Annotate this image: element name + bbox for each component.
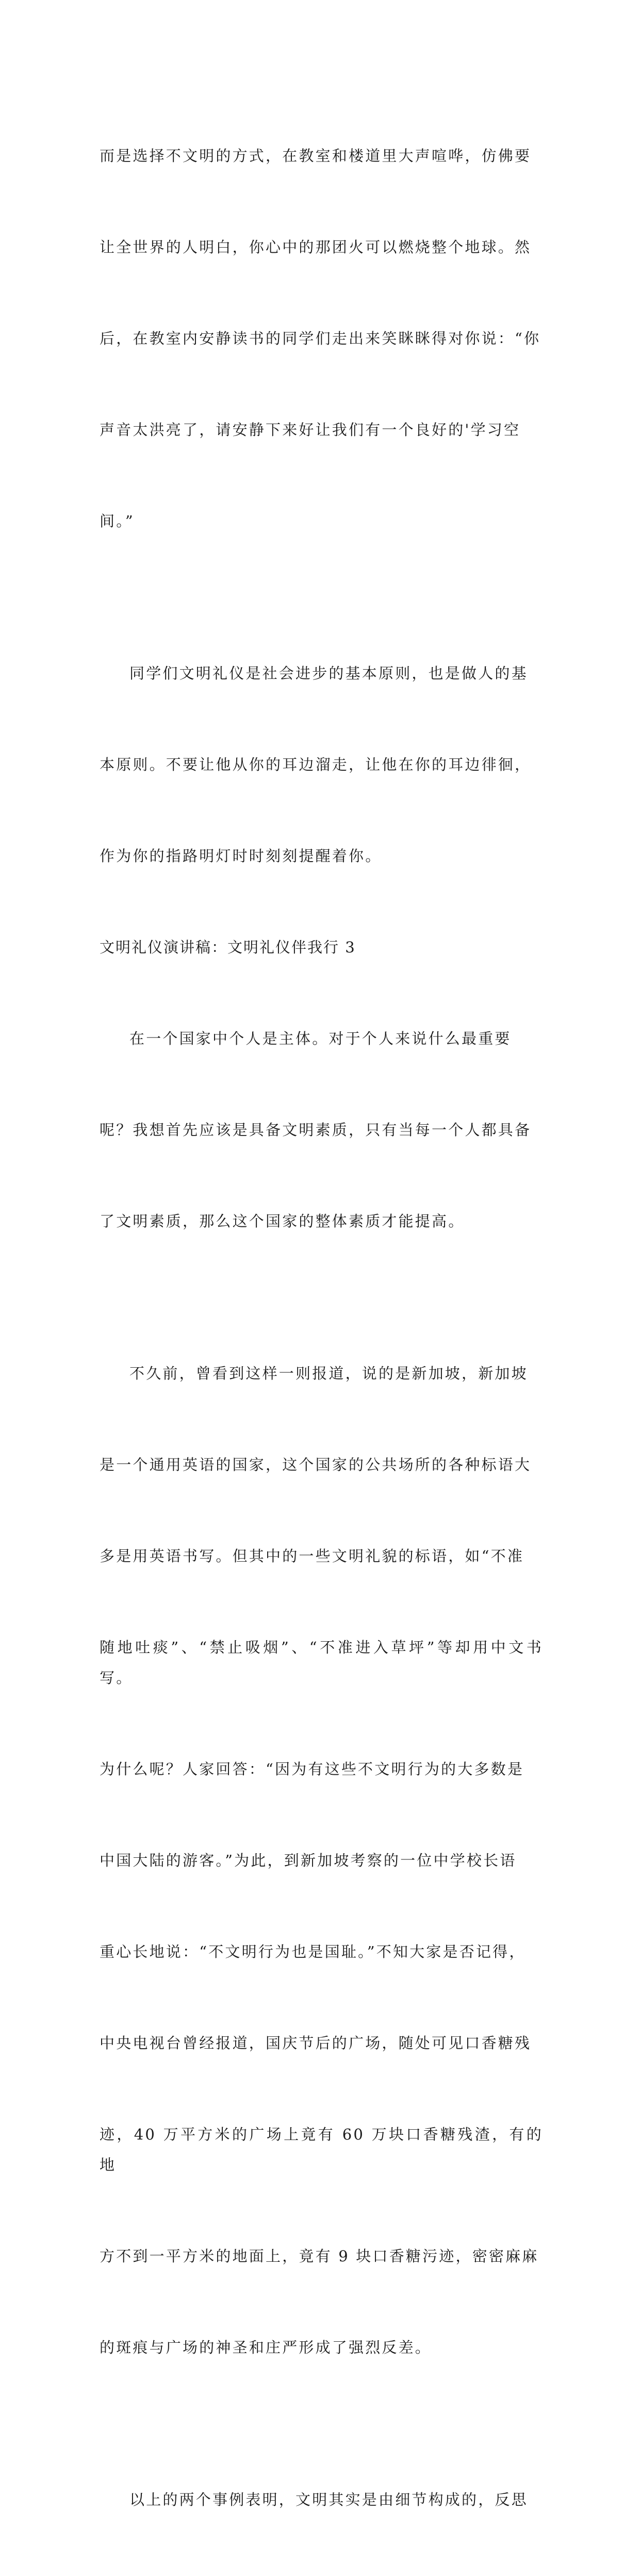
text-line: 同学们文明礼仪是社会进步的基本原则，也是做人的基 bbox=[129, 665, 528, 682]
document-body bbox=[100, 80, 543, 2576]
text-line: 后，在教室内安静读书的同学们走出来笑眯眯得对你说：“你 bbox=[100, 330, 541, 347]
text-line: 不久前，曾看到这样一则报道，说的是新加坡，新加坡 bbox=[129, 1365, 528, 1382]
section-heading: 文明礼仪演讲稿：文明礼仪伴我行 3 bbox=[100, 938, 356, 956]
text-line: 本原则。不要让他从你的耳边溜走，让他在你的耳边徘徊， bbox=[100, 756, 532, 773]
text-line: 多是用英语书写。但其中的一些文明礼貌的标语，如“不准 bbox=[100, 1547, 524, 1565]
text-line: 间。” bbox=[100, 512, 135, 530]
text-line: 的斑痕与广场的神圣和庄严形成了强烈反差。 bbox=[100, 2339, 432, 2356]
paragraph-p2 bbox=[100, 597, 543, 932]
paragraph-p1 bbox=[100, 80, 543, 597]
text-line: 是一个通用英语的国家，这个国家的公共场所的各种标语大 bbox=[100, 1456, 532, 1473]
text-line: 以上的两个事例表明，文明其实是由细节构成的，反思 bbox=[129, 2491, 528, 2508]
text-line: 重心长地说：“不文明行为也是国耻。”不知大家是否记得， bbox=[100, 1943, 526, 1961]
text-line: 迹，40 万平方米的广场上竟有 60 万块口香糖残渣，有的地 bbox=[100, 2126, 543, 2174]
text-line: 方不到一平方米的地面上，竟有 9 块口香糖污迹，密密麻麻 bbox=[100, 2247, 539, 2265]
text-line: 中央电视台曾经报道，国庆节后的广场，随处可见口香糖残 bbox=[100, 2034, 532, 2052]
paragraph-p4 bbox=[100, 1298, 543, 2424]
text-line: 呢？我想首先应该是具备文明素质，只有当每一个人都具备 bbox=[100, 1121, 532, 1139]
text-line: 而是选择不文明的方式，在教室和楼道里大声喧哗，仿佛要 bbox=[100, 147, 532, 165]
text-line: 中国大陆的游客。”为此，到新加坡考察的一位中学校长语 bbox=[100, 1852, 517, 1869]
text-line: 为什么呢？人家回答：“因为有这些不文明行为的大多数是 bbox=[100, 1760, 524, 1778]
text-line: 作为你的指路明灯时时刻刻提醒着你。 bbox=[100, 847, 382, 865]
text-line: 让全世界的人明白，你心中的那团火可以燃烧整个地球。然 bbox=[100, 238, 532, 256]
text-line: 了文明素质，那么这个国家的整体素质才能提高。 bbox=[100, 1212, 465, 1230]
paragraph-p3 bbox=[100, 963, 543, 1298]
text-line: 随地吐痰”、“禁止吸烟”、“不准进入草坪”等却用中文书写。 bbox=[100, 1639, 543, 1687]
text-line: 在一个国家中个人是主体。对于个人来说什么最重要 bbox=[129, 1030, 512, 1047]
text-line: 声音太洪亮了，请安静下来好让我们有一个良好的'学习空 bbox=[100, 421, 521, 439]
paragraph-p5 bbox=[100, 2424, 543, 2576]
